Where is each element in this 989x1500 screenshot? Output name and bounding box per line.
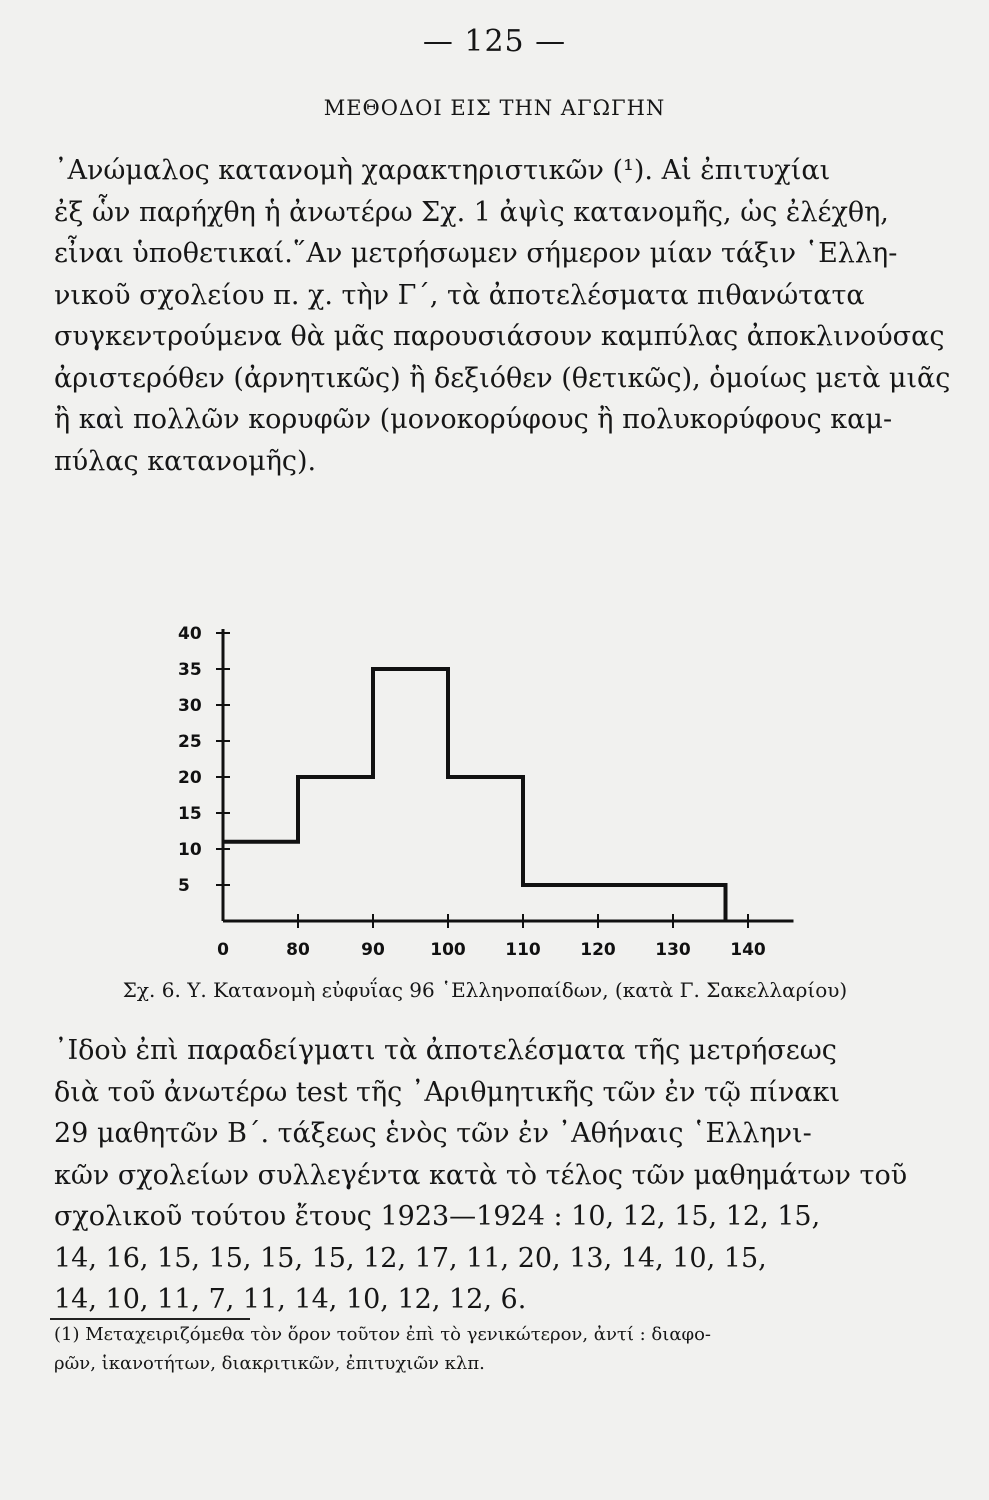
text-line: διὰ τοῦ ἀνωτέρω test τῆς ᾿Αριθμητικῆς τῶν ἐν τῷ πίνακι <box>54 1076 840 1108</box>
text-line: ἐξ ὧν παρήχθη ἡ ἀνωτέρω Σχ. 1 ἀψὶς κατανομῆς, ὡς ἐλέχθη, <box>54 196 889 228</box>
x-tick-label: 80 <box>286 940 310 960</box>
running-title: ΜΕΘΟΔΟΙ ΕΙΣ ΤΗΝ ΑΓΩΓΗΝ <box>323 96 666 120</box>
figure-caption: Σχ. 6. Υ. Κατανομὴ εὐφυΐας 96 ῾Ελληνοπαίδων, (κατὰ Γ. Σακελλαρίου) <box>122 978 848 1002</box>
y-tick-label: 20 <box>178 768 202 788</box>
y-tick-label: 10 <box>178 840 202 860</box>
y-tick-label: 30 <box>178 696 202 716</box>
footnote <box>54 1320 914 1378</box>
x-tick-label: 140 <box>730 940 766 960</box>
histogram-bin <box>523 885 726 921</box>
text-line: 14, 16, 15, 15, 15, 15, 12, 17, 11, 20, 13, 14, 10, 15, <box>54 1242 767 1274</box>
histogram-svg <box>160 508 820 976</box>
text-line: κῶν σχολείων συλλεγέντα κατὰ τὸ τέλος τῶν μαθημάτων τοῦ <box>54 1159 908 1191</box>
y-tick-label: 15 <box>178 804 202 824</box>
text-line: νικοῦ σχολείου π. χ. τὴν Γ΄, τὰ ἀποτελέσματα πιθανώτατα <box>54 279 865 311</box>
text-line: ἀριστερόθεν (ἀρνητικῶς) ἢ δεξιόθεν (θετικῶς), ὁμοίως μετὰ μιᾶς <box>54 362 951 394</box>
text-line: συγκεντρούμενα θὰ μᾶς παρουσιάσουν καμπύλας ἀποκλινούσας <box>54 321 945 352</box>
text-line: 29 μαθητῶν Β΄. τάξεως ἑνὸς τῶν ἐν ᾿Αθήναις ῾Ελληνι- <box>54 1118 812 1149</box>
histogram-bin <box>298 777 373 921</box>
x-tick-label: 100 <box>430 940 466 960</box>
y-tick-label: 40 <box>178 624 202 644</box>
x-tick-label: 90 <box>361 940 385 960</box>
paragraph-1 <box>54 150 951 482</box>
text-line: ᾿Ιδοὺ ἐπὶ παραδείγματι τὰ ἀποτελέσματα τῆς μετρήσεως <box>54 1035 837 1066</box>
x-tick-label: 110 <box>505 940 541 960</box>
distribution-histogram <box>160 508 820 976</box>
x-tick-label: 130 <box>655 940 691 960</box>
y-tick-label: 25 <box>178 732 202 752</box>
footnote-line: (1) Μεταχειριζόμεθα τὸν ὅρον τοῦτον ἐπὶ τὸ γενικώτερον, ἀντί : διαφο- <box>54 1324 711 1345</box>
paragraph-2 <box>54 1030 916 1321</box>
text-line: σχολικοῦ τούτου ἔτους 1923—1924 : 10, 12, 15, 12, 15, <box>54 1201 821 1232</box>
text-line: ἢ καὶ πολλῶν κορυφῶν (μονοκορύφους ἢ πολυκορύφους καμ- <box>54 404 893 435</box>
histogram-bin <box>373 669 448 921</box>
page-number: — 125 — <box>422 24 567 59</box>
footnote-line: ρῶν, ἱκανοτήτων, διακριτικῶν, ἐπιτυχιῶν κλπ. <box>54 1353 485 1374</box>
text-line: εἶναι ὑποθετικαί.῞Αν μετρήσωμεν σήμερον μίαν τάξιν ῾Ελλη- <box>54 238 898 269</box>
y-tick-label: 5 <box>178 876 190 896</box>
text-line: 14, 10, 11, 7, 11, 14, 10, 12, 12, 6. <box>54 1284 527 1315</box>
x-tick-label: 120 <box>580 940 616 960</box>
x-tick-label: 0 <box>217 940 229 960</box>
y-tick-label: 35 <box>178 660 202 680</box>
text-line: πύλας κατανομῆς). <box>54 445 317 477</box>
histogram-bin <box>223 842 298 921</box>
histogram-bin <box>448 777 523 921</box>
text-line: ᾿Ανώμαλος κατανομὴ χαρακτηριστικῶν (¹). Αἱ ἐπιτυχίαι <box>54 155 831 186</box>
